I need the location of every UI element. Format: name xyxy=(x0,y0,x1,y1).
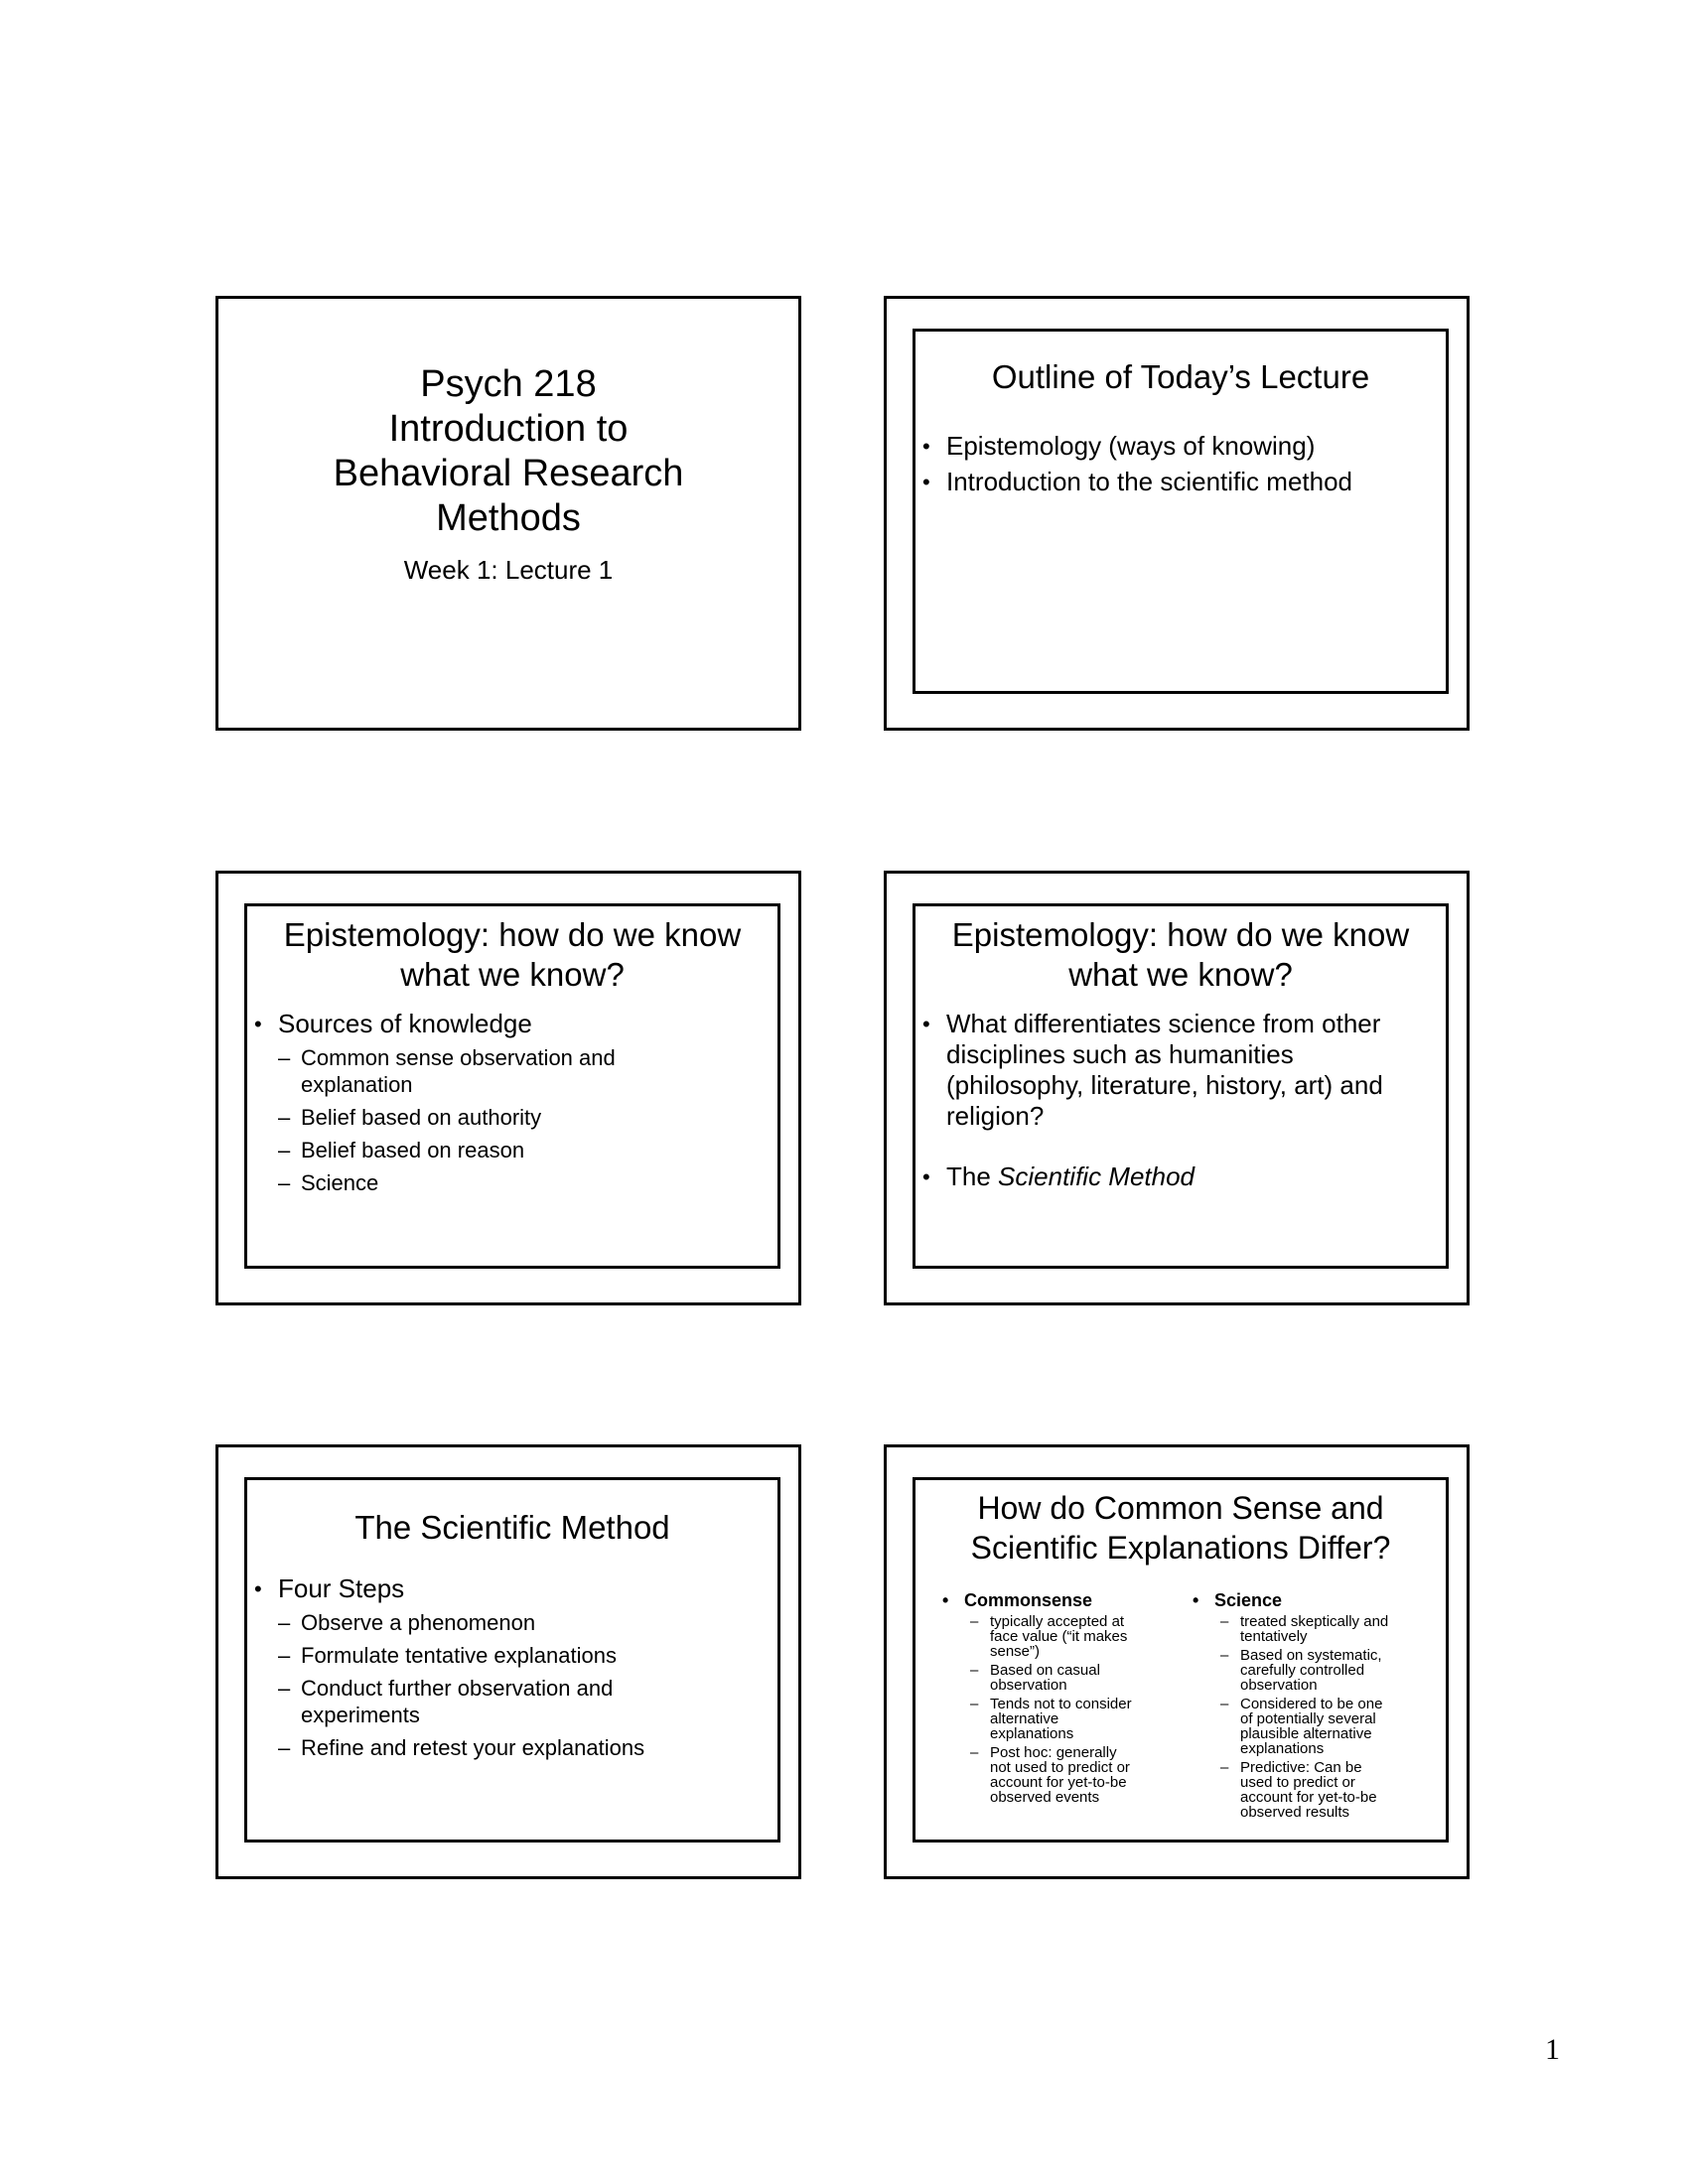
bullet-item: • Four Steps xyxy=(247,1573,777,1604)
slide-1-subtitle: Week 1: Lecture 1 xyxy=(403,555,614,585)
column-heading: • Science xyxy=(1193,1589,1431,1611)
title-line: Epistemology: how do we know xyxy=(283,916,742,953)
slide-6-comparison xyxy=(884,1444,1470,1879)
slide-5-title: The Scientific Method xyxy=(354,1509,670,1546)
title-line: what we know? xyxy=(1068,956,1293,993)
column-item: – Considered to be one of potentially several plausible alternative explanations xyxy=(1193,1697,1389,1756)
sub-bullet-item: – Conduct further observation and experiments xyxy=(247,1675,638,1728)
slide-3-frame xyxy=(244,903,780,1269)
bullet-item: • Introduction to the scientific method xyxy=(915,467,1446,497)
slide-3-bullets xyxy=(247,1009,777,1196)
bullet-item: • What differentiates science from other disciplines such as humanities (philosophy, literature, history, art) and religion? xyxy=(915,1009,1393,1132)
slide-2-outline xyxy=(884,296,1470,731)
title-line: Scientific Explanations Differ? xyxy=(970,1530,1391,1566)
sub-bullet-item: – Observe a phenomenon xyxy=(247,1609,777,1636)
slide-4-epistemology xyxy=(884,871,1470,1305)
slide-4-bullets xyxy=(915,1009,1446,1192)
slide-1-title xyxy=(215,296,801,731)
commonsense-column xyxy=(942,1589,1181,1809)
bullet-emphasis: Scientific Method xyxy=(998,1161,1196,1191)
column-heading: • Commonsense xyxy=(942,1589,1181,1611)
column-item: – Predictive: Can be used to predict or account for yet-to-be observed results xyxy=(1193,1760,1389,1820)
title-line: Psych 218 xyxy=(420,363,597,405)
slide-5-frame xyxy=(244,1477,780,1843)
slide-3-title xyxy=(247,915,777,995)
slide-6-title xyxy=(915,1488,1446,1568)
column-item: – Based on systematic, carefully controlled observation xyxy=(1193,1648,1389,1693)
sub-bullet-item: – Common sense observation and explanation xyxy=(247,1044,638,1098)
sub-bullet-item: – Belief based on authority xyxy=(247,1104,777,1131)
slide-2-title: Outline of Today’s Lecture xyxy=(991,358,1370,395)
column-item: – Post hoc: generally not used to predict or account for yet-to-be observed events xyxy=(942,1745,1139,1805)
bullet-item xyxy=(915,1161,1446,1192)
title-line: Behavioral Research xyxy=(333,453,684,494)
slide-2-bullets xyxy=(915,431,1446,497)
comparison-columns xyxy=(942,1589,1429,1838)
sub-bullet-item: – Refine and retest your explanations xyxy=(247,1734,777,1761)
slide-5-bullets xyxy=(247,1573,777,1761)
bullet-item: • Sources of knowledge xyxy=(247,1009,777,1039)
slide-5-scientific-method xyxy=(215,1444,801,1879)
title-line: Methods xyxy=(436,497,581,539)
page-number: 1 xyxy=(1545,2033,1560,2066)
slide-2-frame xyxy=(913,329,1449,694)
slide-4-frame xyxy=(913,903,1449,1269)
slide-1-heading xyxy=(218,362,798,541)
science-column xyxy=(1193,1589,1431,1824)
title-line: How do Common Sense and xyxy=(977,1490,1384,1526)
column-item: – Tends not to consider alternative explanations xyxy=(942,1697,1139,1741)
sub-bullet-item: – Formulate tentative explanations xyxy=(247,1642,777,1669)
column-item: – Based on casual observation xyxy=(942,1663,1139,1693)
column-item: – treated skeptically and tentatively xyxy=(1193,1614,1389,1644)
title-line: Introduction to xyxy=(388,408,629,450)
title-line: Epistemology: how do we know xyxy=(951,916,1410,953)
column-item: – typically accepted at face value (“it makes sense”) xyxy=(942,1614,1139,1659)
slide-3-epistemology xyxy=(215,871,801,1305)
sub-bullet-item: – Science xyxy=(247,1169,777,1196)
slide-4-title xyxy=(915,915,1446,995)
bullet-text: The xyxy=(946,1161,999,1191)
title-line: what we know? xyxy=(400,956,625,993)
bullet-item: • Epistemology (ways of knowing) xyxy=(915,431,1446,462)
sub-bullet-item: – Belief based on reason xyxy=(247,1137,777,1163)
